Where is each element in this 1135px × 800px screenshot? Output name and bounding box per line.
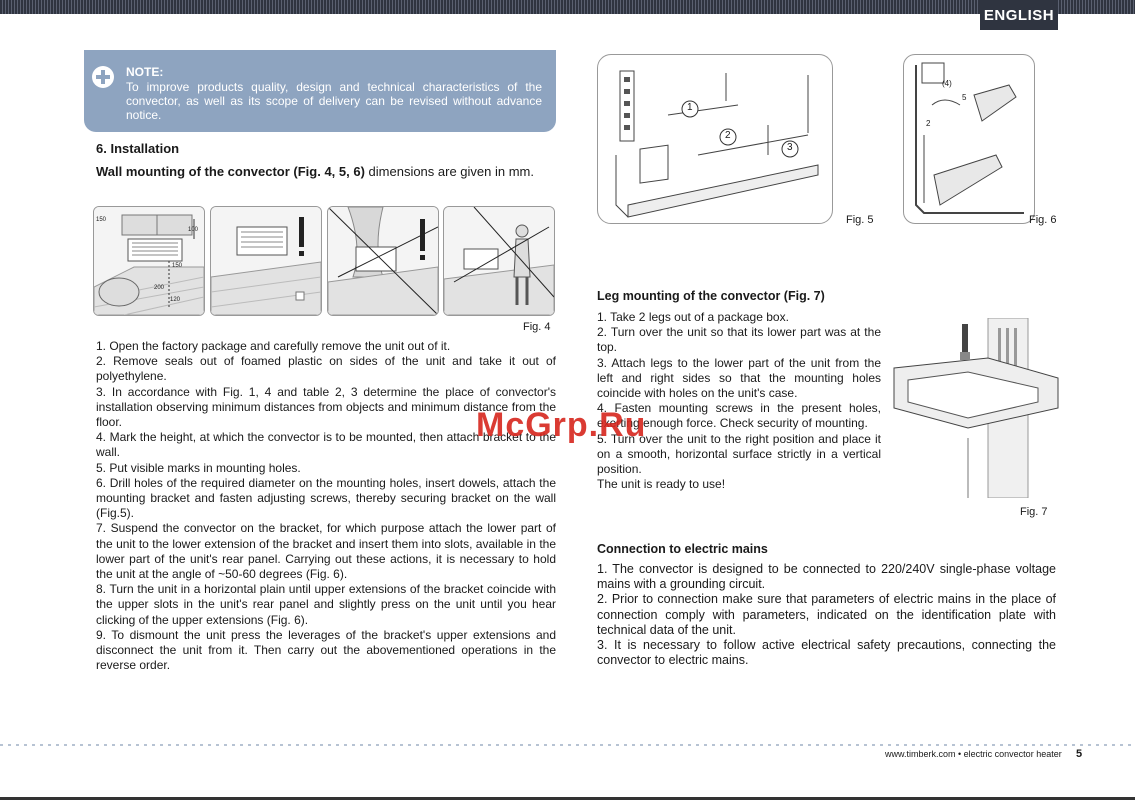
note-text: To improve products quality, design and technical characteristics of the convector, as well as its scope of delivery can be revised without advance notice. xyxy=(126,80,542,122)
leg-step-4: 4. Fasten mounting screws in the present holes, exerting enough force. Check security of mounting. xyxy=(597,401,881,431)
language-tab: ENGLISH xyxy=(980,0,1058,30)
footer-site: www.timberk.com • electric convector heater xyxy=(885,749,1062,759)
fig4-label: Fig. 4 xyxy=(523,321,551,333)
fig4-panel-no-cover xyxy=(327,206,439,316)
step-1: 1. Open the factory package and carefully remove the unit out of it. xyxy=(96,339,451,353)
fig6-callout-2: 2 xyxy=(926,119,931,128)
mains-title: Connection to electric mains xyxy=(597,542,768,556)
fig4-dim-2: 100 xyxy=(188,227,199,233)
step-4: 4. Mark the height, at which the convector is to be mounted, then attach bracket to the wall. xyxy=(96,430,556,460)
fig5-callout-3: 3 xyxy=(787,142,793,153)
fig4-dim-4: 200 xyxy=(154,285,165,291)
step-8: 8. Turn the unit in a horizontal plain until upper extensions of the bracket coincide with the upper slots in the unit's rear panel and slightly press on the unit until you hear clicking of the upper extensions (Fig. 6). xyxy=(96,582,556,627)
fig7-label: Fig. 7 xyxy=(1020,506,1048,518)
fig7-figure xyxy=(888,318,1072,498)
leg-mounting-title: Leg mounting of the convector (Fig. 7) xyxy=(597,289,825,303)
leg-step-2: 2. Turn over the unit so that its lower part was at the top. xyxy=(597,325,881,355)
mains-steps xyxy=(597,562,1056,668)
fig5-callout-2: 2 xyxy=(725,130,731,141)
top-bar xyxy=(0,0,1135,14)
installation-steps xyxy=(96,339,556,673)
fig5-label: Fig. 5 xyxy=(846,214,874,226)
footer-divider xyxy=(0,744,1135,746)
fig4-dim-5: 120 xyxy=(170,297,181,303)
fig6-callout-5: 5 xyxy=(962,93,967,102)
page-number: 5 xyxy=(1076,748,1083,760)
step-9: 9. To dismount the unit press the leverages of the bracket's upper extensions and disconnect the unit from it. Then carry out the abovementioned operations in the reverse order. xyxy=(96,627,556,673)
wall-mounting-title: Wall mounting of the convector (Fig. 4, 5, 6) xyxy=(96,164,365,179)
fig4-panel-dimensions xyxy=(93,206,205,316)
section-title: 6. Installation xyxy=(96,141,180,156)
fig5-callout-1: 1 xyxy=(687,102,693,113)
note-box xyxy=(84,50,556,132)
fig4-dim-1: 150 xyxy=(96,217,107,223)
fig4-dim-3: 150 xyxy=(172,263,183,269)
leg-step-1: 1. Take 2 legs out of a package box. xyxy=(597,310,789,324)
mains-step-1: 1. The convector is designed to be connected to 220/240V single-phase voltage mains with a grounding circuit. xyxy=(597,562,1056,592)
fig4-panel-no-person xyxy=(443,206,555,316)
wall-mounting-note: dimensions are given in mm. xyxy=(364,164,534,179)
leg-step-5: 5. Turn over the unit to the right position and place it on a smooth, horizontal surface strictly in a vertical position. xyxy=(597,431,881,477)
fig6-label: Fig. 6 xyxy=(1029,214,1057,226)
fig6-figure xyxy=(903,54,1035,224)
leg-mounting-steps xyxy=(597,310,881,492)
step-3: 3. In accordance with Fig. 1, 4 and table 2, 3 determine the place of convector's installation observing minimum distances from objects and minimum distance from the floor. xyxy=(96,384,556,430)
leg-step-3: 3. Attach legs to the lower part of the unit from the left and right sides so that the mounting holes coincide with holes on the unit's case. xyxy=(597,355,881,401)
step-2: 2. Remove seals out of foamed plastic on sides of the unit and take it out of polyethylene. xyxy=(96,354,556,384)
step-6: 6. Drill holes of the required diameter on the mounting holes, insert dowels, attach the mounting bracket and fasten adjusting screws, thereby securing bracket on the wall (Fig.5). xyxy=(96,475,556,521)
step-7: 7. Suspend the convector on the bracket, for which purpose attach the lower part of the unit to the lower extension of the bracket and insert them into slots, available in the lower part of the unit's rear panel. Carrying out these actions, it is necessary to hold the unit at the angle of ~50-60 degrees (Fig. 6). xyxy=(96,521,556,582)
leg-ready: The unit is ready to use! xyxy=(597,477,726,492)
wall-mounting-heading xyxy=(96,163,556,180)
mains-step-2: 2. Prior to connection make sure that parameters of electric mains in the place of connection comply with parameters, indicated on the identification plate with technical data of the unit. xyxy=(597,592,1056,637)
fig4-panel-curtain xyxy=(210,206,322,316)
note-title: NOTE: xyxy=(126,65,164,79)
plus-icon xyxy=(92,66,114,88)
fig6-callout-4: (4) xyxy=(942,79,952,88)
step-5: 5. Put visible marks in mounting holes. xyxy=(96,460,301,475)
mains-step-3: 3. It is necessary to follow active electrical safety precautions, connecting the convector to electric mains. xyxy=(597,638,1056,668)
watermark: McGrp.Ru xyxy=(476,406,647,444)
fig5-figure xyxy=(597,54,833,224)
